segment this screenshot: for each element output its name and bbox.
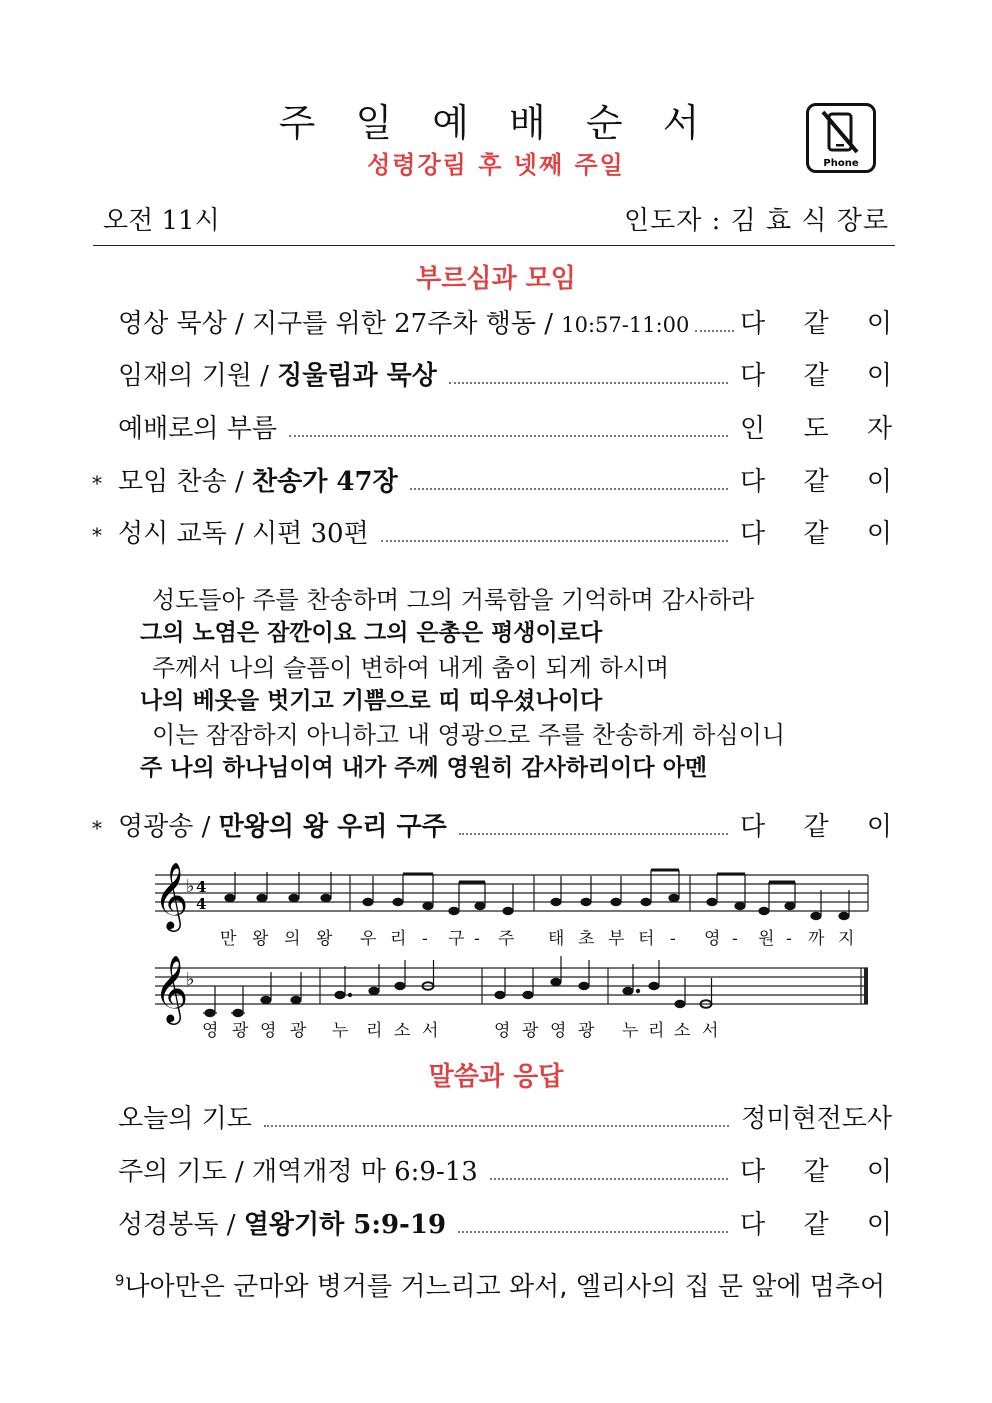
svg-text:지: 지 xyxy=(838,929,855,949)
svg-text:영: 영 xyxy=(202,1021,219,1041)
svg-text:-: - xyxy=(474,929,480,949)
order-item: 예배로의 부름 인 도 자 xyxy=(118,414,892,444)
order-item: 임재의 기원 / 징울림과 묵상 다 같 이 xyxy=(118,361,892,391)
svg-text:서: 서 xyxy=(702,1021,719,1041)
phone-label: Phone xyxy=(823,158,859,169)
svg-text:영: 영 xyxy=(550,1021,567,1041)
svg-text:소: 소 xyxy=(674,1021,691,1041)
dot-leader xyxy=(490,1178,728,1180)
svg-text:4: 4 xyxy=(196,878,207,896)
svg-text:까: 까 xyxy=(808,929,825,949)
svg-text:만: 만 xyxy=(220,929,237,949)
svg-text:누: 누 xyxy=(622,1021,639,1041)
svg-text:주: 주 xyxy=(498,929,515,949)
page-subtitle: 성령강림 후 넷째 주일 xyxy=(367,151,625,179)
verse-number: 9 xyxy=(114,1271,125,1290)
svg-text:광: 광 xyxy=(522,1021,539,1041)
svg-text:-: - xyxy=(422,929,428,949)
order-item: 성경봉독 / 열왕기하 5:9-19 다 같 이 xyxy=(118,1210,892,1240)
header-divider xyxy=(93,245,895,246)
treble-clef-icon: 𝄞 xyxy=(154,954,189,1022)
page-title: 주 일 예 배 순 서 xyxy=(278,101,714,145)
svg-text:광: 광 xyxy=(578,1021,595,1041)
svg-text:누: 누 xyxy=(332,1021,349,1041)
order-item: 영상 묵상 / 지구를 위한 27주차 행동 / 10:57-11:00 다 같 이 xyxy=(118,309,892,339)
order-item: 주의 기도 / 개역개정 마 6:9-13 다 같 이 xyxy=(118,1157,892,1187)
svg-text:-: - xyxy=(732,929,738,949)
svg-text:-: - xyxy=(786,929,792,949)
service-time: 오전 11시 xyxy=(103,206,220,236)
psalm-line-response: 나의 베옷을 벗기고 기쁨으로 띠 띠우셨나이다 xyxy=(140,688,603,714)
section-heading-word: 말씀과 응답 xyxy=(428,1062,564,1092)
svg-text:영: 영 xyxy=(704,929,721,949)
section-heading-calling: 부르심과 모임 xyxy=(416,264,576,294)
psalm-line-leader: 성도들아 주를 찬송하며 그의 거룩함을 기억하며 감사하라 xyxy=(152,586,755,614)
svg-text:터: 터 xyxy=(638,929,655,949)
svg-text:부: 부 xyxy=(608,929,625,949)
svg-text:소: 소 xyxy=(394,1021,411,1041)
verse-text: 나아만은 군마와 병거를 거느리고 와서, 엘리사의 집 문 앞에 멈추어 xyxy=(124,1272,886,1302)
svg-text:의: 의 xyxy=(284,929,301,949)
treble-clef-icon: 𝄞 xyxy=(154,861,189,929)
svg-text:서: 서 xyxy=(422,1021,439,1041)
service-leader: 인도자 : 김 효 식 장로 xyxy=(623,206,889,236)
psalm-line-leader: 주께서 나의 슬픔이 변하여 내게 춤이 되게 하시며 xyxy=(152,654,670,682)
svg-text:태: 태 xyxy=(548,929,565,949)
flat-icon: ♭ xyxy=(186,876,195,897)
flat-icon: ♭ xyxy=(186,969,195,990)
svg-text:리: 리 xyxy=(648,1021,665,1041)
svg-text:4: 4 xyxy=(196,895,207,913)
order-item: * 성시 교독 / 시편 30편 다 같 이 xyxy=(92,519,892,549)
svg-text:우: 우 xyxy=(360,929,377,949)
notes-line-1 xyxy=(225,870,849,920)
svg-text:광: 광 xyxy=(232,1021,249,1041)
dot-leader xyxy=(449,382,728,384)
dot-leader xyxy=(289,435,728,437)
psalm-line-leader: 이는 잠잠하지 아니하고 내 영광으로 주를 찬송하게 하심이니 xyxy=(152,721,786,749)
scripture-verse xyxy=(0,1266,992,1303)
svg-text:리: 리 xyxy=(390,929,407,949)
item-time: 10:57-11:00 xyxy=(561,313,690,337)
dot-leader xyxy=(381,540,728,542)
dot-leader xyxy=(264,1125,729,1127)
order-item-gloria: * 영광송 / 만왕의 왕 우리 구주 다 같 이 xyxy=(92,812,892,842)
dot-leader xyxy=(410,488,728,490)
staff-1 xyxy=(155,875,868,911)
dot-leader xyxy=(458,1231,728,1233)
psalm-line-response: 주 나의 하나님이여 내가 주께 영원히 감사하리이다 아멘 xyxy=(140,755,708,781)
svg-text:영: 영 xyxy=(494,1021,511,1041)
order-item: * 모임 찬송 / 찬송가 47장 다 같 이 xyxy=(92,467,892,497)
lyrics-line-1 xyxy=(220,928,854,949)
svg-text:-: - xyxy=(670,929,676,949)
order-item: 오늘의 기도 정미현전도사 xyxy=(118,1104,892,1134)
psalm-line-response: 그의 노염은 잠깐이요 그의 은총은 평생이로다 xyxy=(140,620,603,646)
svg-text:리: 리 xyxy=(366,1021,383,1041)
item-label: 영상 묵상 / 지구를 위한 27주차 행동 / xyxy=(118,309,562,339)
lyrics-line-2 xyxy=(202,1020,718,1041)
svg-text:구: 구 xyxy=(448,929,465,949)
svg-text:영: 영 xyxy=(260,1021,277,1041)
dot-leader xyxy=(695,330,734,332)
svg-text:왕: 왕 xyxy=(316,929,333,949)
svg-text:왕: 왕 xyxy=(252,929,269,949)
dot-leader xyxy=(459,833,728,835)
svg-text:광: 광 xyxy=(290,1021,307,1041)
svg-text:원: 원 xyxy=(758,929,775,949)
music-score xyxy=(150,860,880,1050)
no-phone-icon xyxy=(806,103,876,173)
svg-text:초: 초 xyxy=(578,929,595,949)
